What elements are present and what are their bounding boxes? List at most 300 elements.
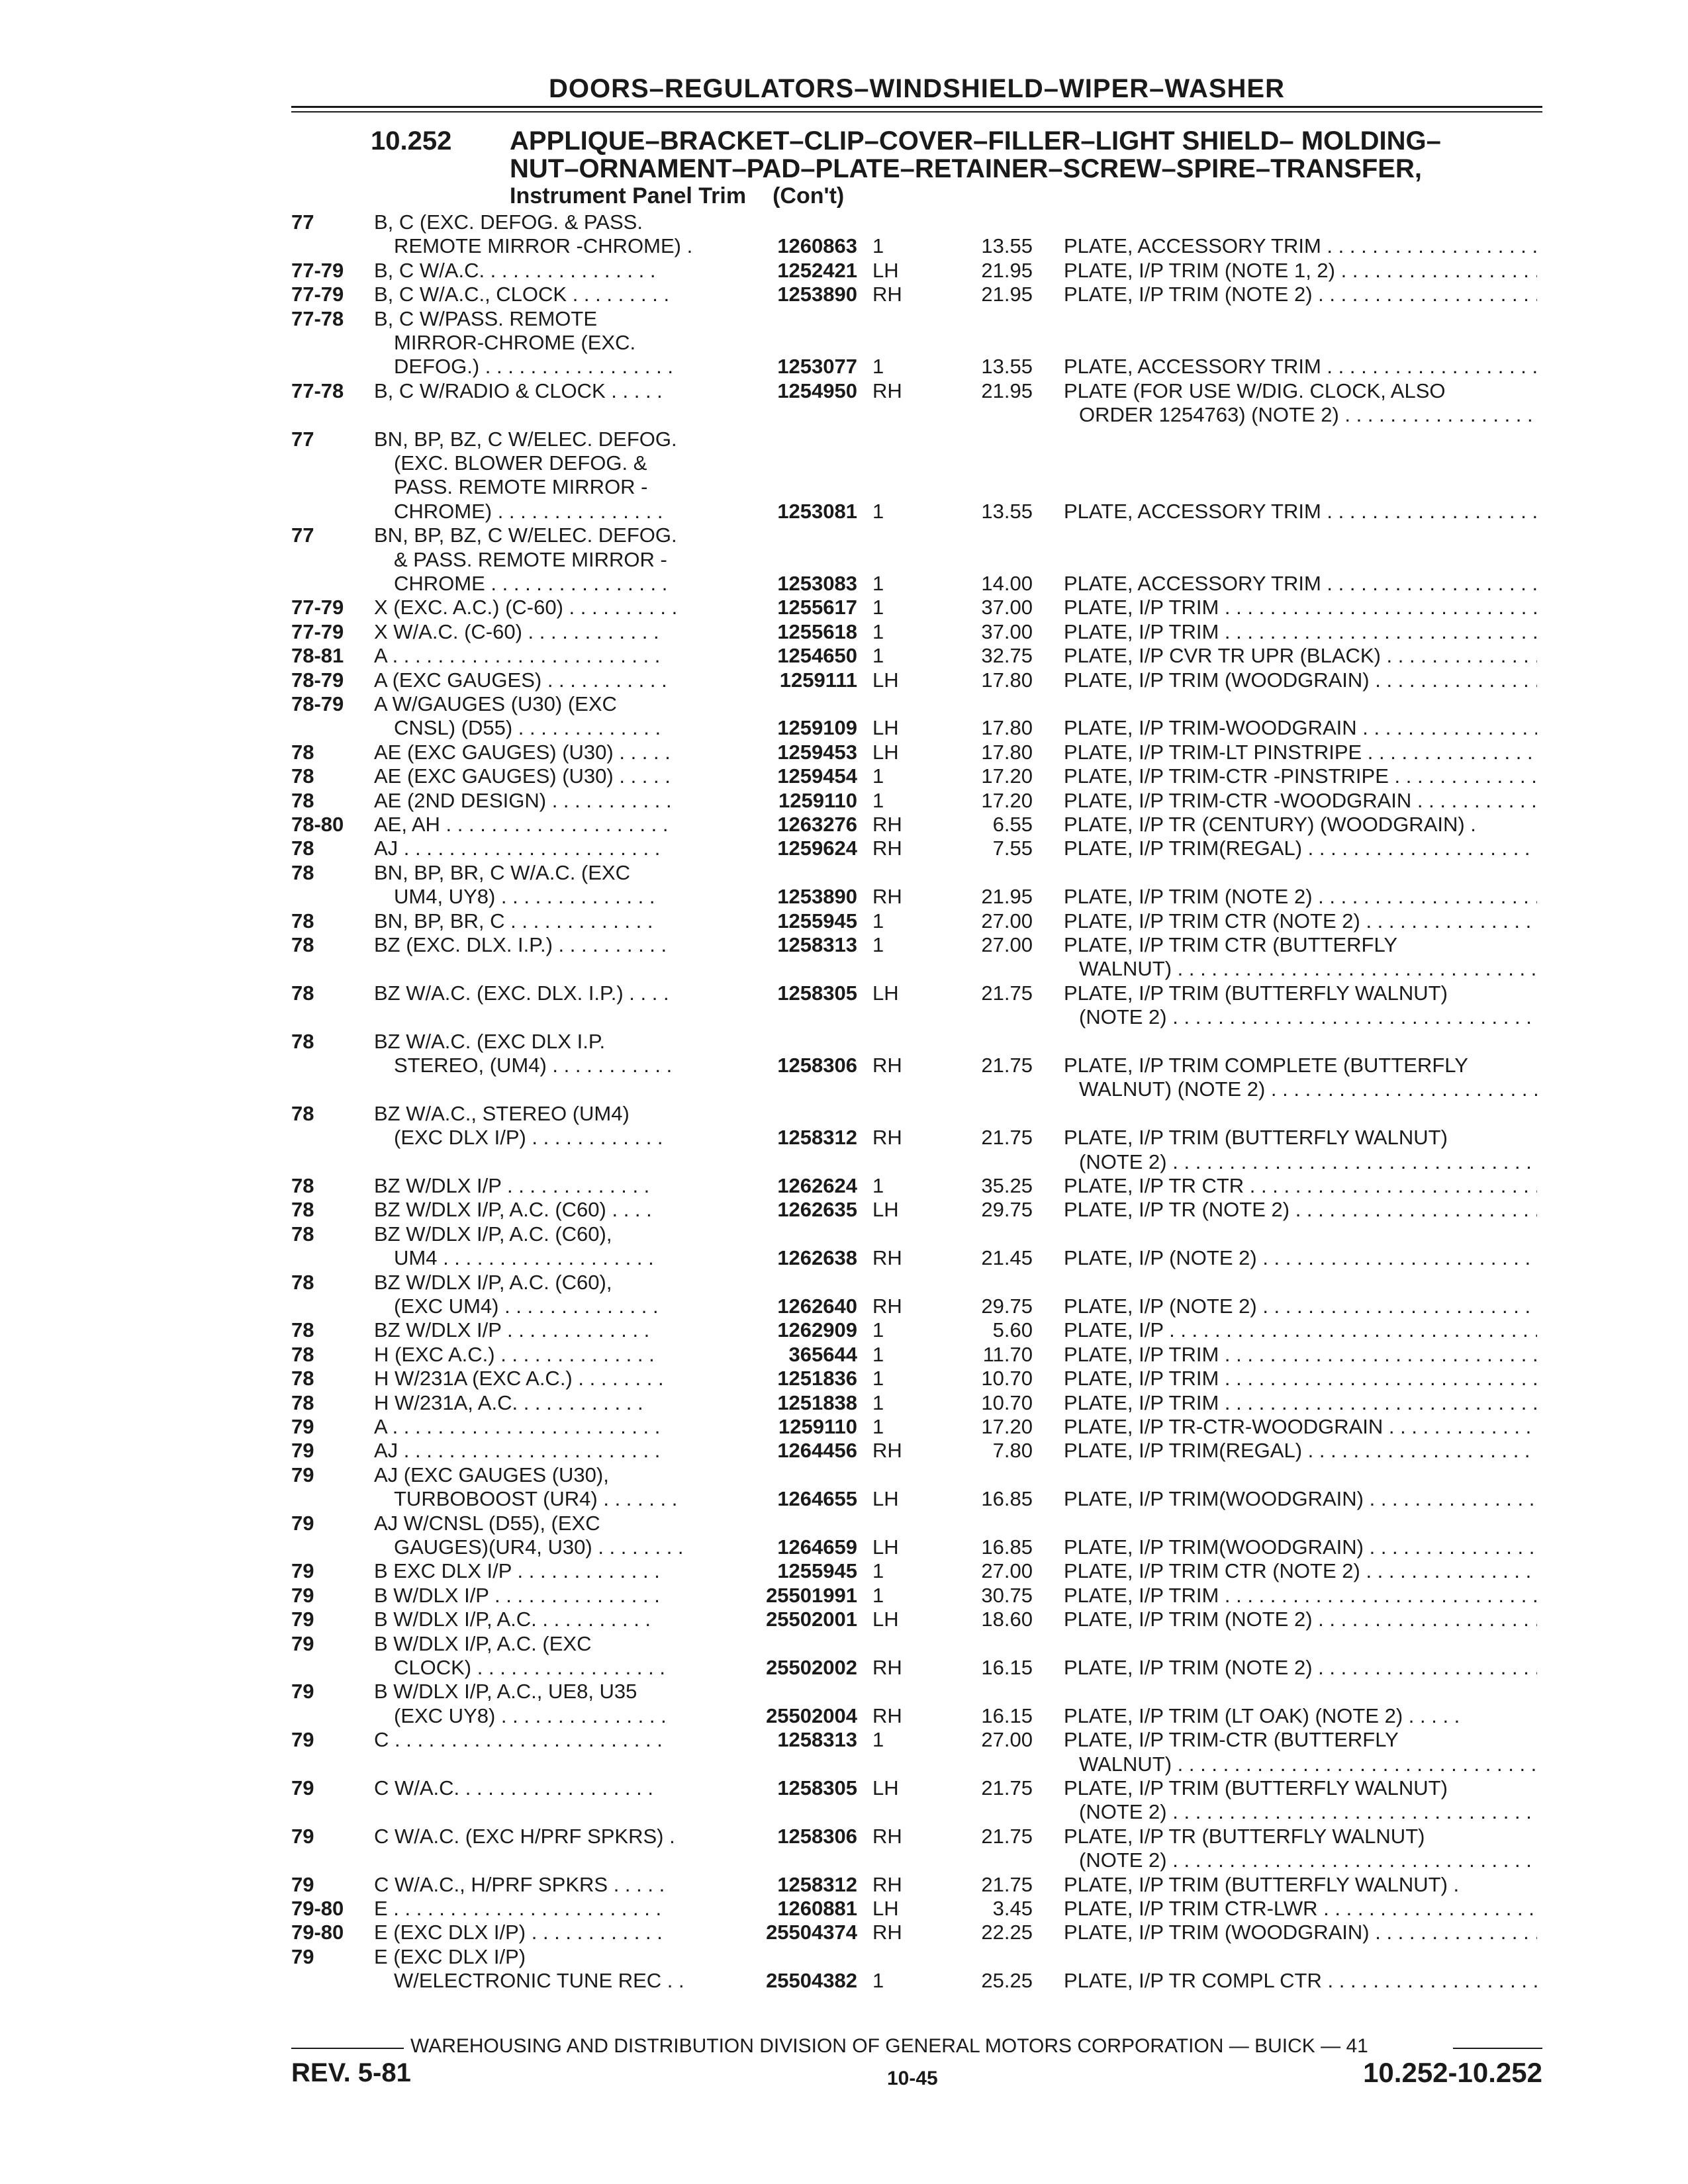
row-quantity: RH [872,1921,902,1944]
row-price: 13.55 [981,234,1033,258]
row-part-number: 1259454 [777,764,857,788]
section-range: 10.252-10.252 [1363,2057,1542,2088]
footer-left-rule [291,2048,404,2049]
section-title-line-2: NUT–ORNAMENT–PAD–PLATE–RETAINER–SCREW–SPIRE–TRANSFER, [510,154,1422,183]
row-part-name: PLATE, I/P TRIM . . . [1064,1584,1537,1608]
table-row [0,1752,1688,1776]
row-year: 77 [291,210,314,234]
row-price: 21.75 [981,981,1033,1005]
row-price: 21.45 [981,1246,1033,1270]
page-header-title: DOORS–REGULATORS–WINDSHIELD–WIPER–WASHER [549,74,1285,103]
table-row [0,355,1688,379]
row-part-name: (NOTE 2) . . . [1079,1150,1537,1174]
row-year: 77-78 [291,306,344,330]
row-year: 79 [291,1631,314,1655]
row-part-name: PLATE, I/P TRIM . . . [1064,1343,1537,1367]
row-price: 5.60 [992,1318,1033,1342]
row-part-name: PLATE, I/P TR (CENTURY) (WOODGRAIN) . [1064,813,1476,836]
row-year: 79 [291,1415,314,1438]
row-year: 79 [291,1944,314,1968]
row-quantity: RH [872,283,902,306]
row-price: 18.60 [981,1608,1033,1631]
row-quantity: RH [872,813,902,836]
row-price: 21.75 [981,1776,1033,1799]
row-quantity: 1 [872,1390,884,1414]
row-quantity: LH [872,716,899,740]
row-price: 21.75 [981,1054,1033,1077]
section-subtitle: Instrument Panel Trim [510,183,747,208]
table-row [0,885,1688,909]
row-quantity: 1 [872,933,884,956]
row-part-name: PLATE, I/P TRIM . . . [1064,620,1537,644]
row-part-number: 1258306 [777,1824,857,1848]
row-price: 6.55 [992,813,1033,836]
table-row [0,234,1688,258]
row-description: E (EXC DLX I/P) [374,1944,526,1968]
row-year: 79 [291,1463,314,1486]
row-price: 10.70 [981,1367,1033,1390]
table-row [0,1921,1688,1944]
row-price: 7.55 [992,837,1033,860]
row-price: 13.55 [981,499,1033,523]
row-quantity: LH [872,1776,899,1799]
table-row [0,716,1688,740]
row-quantity: 1 [872,1583,884,1607]
section-number: 10.252 [371,126,452,156]
row-quantity: RH [872,1054,902,1077]
row-description: AJ (EXC GAUGES (U30), [374,1463,609,1486]
row-description: GAUGES)(UR4, U30) . . . . . . . . [394,1535,684,1559]
row-quantity: RH [872,379,902,402]
row-part-name: WALNUT) (NOTE 2) . . . [1079,1077,1537,1101]
row-description: PASS. REMOTE MIRROR - [394,475,648,499]
row-price: 27.00 [981,1559,1033,1583]
row-description: B, C W/PASS. REMOTE [374,306,598,330]
table-row [0,475,1688,499]
row-year: 78 [291,1318,314,1342]
row-part-number: 1260863 [777,234,857,258]
table-row [0,259,1688,283]
row-year: 77-78 [291,379,344,402]
row-description: B, C W/A.C. . . . . . . . . . . . . . . . [374,258,656,282]
table-row [0,1415,1688,1439]
row-description: H (EXC A.C.) . . . . . . . . . . . . . . [374,1342,655,1366]
row-part-number: 1253890 [777,283,857,306]
row-description: BZ W/DLX I/P, A.C. (C60) . . . . [374,1198,652,1222]
row-part-number: 1255945 [777,1559,857,1583]
row-quantity: 1 [872,1415,884,1438]
row-quantity: LH [872,1535,899,1559]
row-description: UM4, UY8) . . . . . . . . . . . . . . [394,885,655,909]
table-row [0,500,1688,523]
row-year: 78 [291,1101,314,1125]
row-year: 79-80 [291,1897,344,1920]
row-description: B W/DLX I/P . . . . . . . . . . . . . . . [374,1583,660,1607]
row-description: B W/DLX I/P, A.C., UE8, U35 [374,1680,637,1704]
row-part-name: PLATE, I/P TR COMPL CTR . . . [1064,1969,1537,1993]
row-year: 79 [291,1439,314,1463]
table-row [0,1005,1688,1029]
row-description: BZ W/DLX I/P . . . . . . . . . . . . . [374,1174,650,1197]
table-row [0,596,1688,619]
row-part-name: PLATE, I/P TRIM . . . [1064,1367,1537,1390]
row-year: 78 [291,1222,314,1246]
table-row [0,1367,1688,1390]
row-part-number: 1255617 [777,596,857,619]
row-part-name: (NOTE 2) . . . [1079,1005,1537,1029]
row-part-number: 1253077 [777,355,857,379]
table-row [0,861,1688,885]
revision-label: REV. 5-81 [291,2058,411,2087]
row-description: B EXC DLX I/P . . . . . . . . . . . . . [374,1559,660,1583]
row-description: H W/231A (EXC A.C.) . . . . . . . . [374,1367,664,1390]
table-row [0,307,1688,331]
row-description: AE (EXC GAUGES) (U30) . . . . . [374,740,671,764]
row-part-name: PLATE, I/P TRIM (WOODGRAIN) . . . [1064,1921,1537,1944]
table-row [0,1054,1688,1077]
row-price: 7.80 [992,1439,1033,1463]
row-price: 21.95 [981,258,1033,282]
section-heading [371,127,1549,209]
row-description: CHROME) . . . . . . . . . . . . . . . [394,499,663,523]
row-part-name: PLATE, I/P TRIM-LT PINSTRIPE . . . [1064,741,1537,764]
row-year: 78 [291,1198,314,1222]
row-price: 11.70 [982,1342,1033,1366]
row-description: C W/A.C. (EXC H/PRF SPKRS) . [374,1824,675,1848]
table-row [0,1969,1688,1993]
row-price: 25.25 [981,1969,1033,1993]
row-price: 21.75 [981,1872,1033,1896]
row-description: A . . . . . . . . . . . . . . . . . . . . . . . . [374,1415,661,1438]
row-part-name: PLATE, I/P TRIM(WOODGRAIN) . . . [1064,1535,1537,1559]
row-part-name: PLATE, I/P TRIM (NOTE 2) . . . [1064,885,1537,909]
row-description: DEFOG.) . . . . . . . . . . . . . . . . . [394,355,673,379]
table-row [0,1271,1688,1295]
table-row [0,1030,1688,1054]
row-quantity: RH [872,1824,902,1848]
table-row [0,668,1688,692]
row-description: X (EXC. A.C.) (C-60) . . . . . . . . . . [374,596,678,619]
row-quantity: 1 [872,1728,884,1752]
row-part-name: PLATE, I/P TRIM (NOTE 2) . . . [1064,1656,1537,1680]
row-price: 14.00 [981,572,1033,595]
row-quantity: RH [872,1295,902,1318]
table-row [0,1825,1688,1848]
section-subtitle-line [371,183,1549,209]
table-row [0,1174,1688,1198]
row-quantity: 1 [872,234,884,258]
table-row [0,1198,1688,1222]
row-part-number: 1264655 [777,1487,857,1511]
row-quantity: RH [872,1872,902,1896]
row-price: 16.85 [981,1535,1033,1559]
row-description: A W/GAUGES (U30) (EXC [374,692,617,715]
row-part-name: PLATE, I/P . . . [1064,1318,1537,1342]
row-year: 77-79 [291,258,344,282]
table-row [0,451,1688,475]
table-row [0,1512,1688,1535]
row-part-number: 1258305 [777,1776,857,1799]
table-row [0,1463,1688,1487]
row-price: 21.75 [981,1824,1033,1848]
table-row [0,813,1688,837]
row-part-name: PLATE, I/P TR (NOTE 2) . . . [1064,1198,1537,1222]
row-description: BN, BP, BR, C W/A.C. (EXC [374,860,631,884]
row-description: BZ (EXC. DLX. I.P.) . . . . . . . . . . [374,933,667,956]
row-description: E (EXC DLX I/P) . . . . . . . . . . . . [374,1921,663,1944]
row-year: 78-80 [291,813,344,836]
row-description: A . . . . . . . . . . . . . . . . . . . . . . . . [374,644,661,668]
row-year: 78 [291,981,314,1005]
row-part-number: 1252421 [777,258,857,282]
row-part-name: PLATE, I/P TRIM-CTR -PINSTRIPE . . . [1064,764,1537,788]
row-quantity: LH [872,1487,899,1511]
table-row [0,1246,1688,1270]
row-description: B, C (EXC. DEFOG. & PASS. [374,210,643,234]
header-rule [291,106,1542,113]
row-description: MIRROR-CHROME (EXC. [394,331,636,354]
row-quantity: RH [872,1439,902,1463]
row-quantity: RH [872,1126,902,1150]
table-row [0,523,1688,547]
row-part-number: 1253890 [777,885,857,909]
row-part-name: PLATE, I/P TRIM(REGAL) . . . [1064,837,1537,860]
row-quantity: 1 [872,1367,884,1390]
table-row [0,1704,1688,1728]
row-year: 78-81 [291,644,344,668]
row-part-number: 1258313 [777,933,857,956]
row-description: E . . . . . . . . . . . . . . . . . . . . . . . . [374,1897,662,1920]
row-price: 3.45 [992,1897,1033,1920]
row-description: (EXC DLX I/P) . . . . . . . . . . . . [394,1126,663,1150]
row-price: 17.20 [981,788,1033,812]
row-part-number: 1258306 [777,1054,857,1077]
table-row [0,1077,1688,1101]
row-quantity: LH [872,1198,899,1222]
row-description: (EXC. BLOWER DEFOG. & [394,451,647,475]
row-price: 37.00 [981,596,1033,619]
row-quantity: 1 [872,1342,884,1366]
row-part-number: 1264659 [777,1535,857,1559]
row-description: CHROME . . . . . . . . . . . . . . . . [394,572,668,595]
row-part-name: WALNUT) . . . [1079,1752,1537,1776]
table-row [0,1800,1688,1824]
table-row [0,1848,1688,1872]
row-year: 79 [291,1608,314,1631]
row-part-number: 1259110 [778,1415,857,1438]
table-row [0,909,1688,933]
table-row [0,933,1688,957]
table-row [0,1102,1688,1126]
row-part-number: 365644 [788,1342,857,1366]
table-row [0,692,1688,716]
row-part-name: PLATE, I/P TRIM CTR (NOTE 2) . . . [1064,1559,1537,1583]
row-part-name: PLATE, I/P TRIM(REGAL) . . . [1064,1439,1537,1463]
row-quantity: 1 [872,1969,884,1993]
row-year: 79 [291,1680,314,1704]
row-price: 27.00 [981,1728,1033,1752]
row-quantity: 1 [872,644,884,668]
table-row [0,764,1688,788]
row-description: BN, BP, BZ, C W/ELEC. DEFOG. [374,523,677,547]
table-row [0,789,1688,813]
row-part-name: PLATE, I/P TRIM (WOODGRAIN) . . . [1064,668,1537,692]
row-price: 17.20 [981,1415,1033,1438]
table-row [0,1222,1688,1246]
row-quantity: 1 [872,619,884,643]
row-description: AJ . . . . . . . . . . . . . . . . . . . . . . . [374,837,661,860]
row-part-number: 1254650 [777,644,857,668]
table-row [0,1945,1688,1969]
row-part-name: PLATE, I/P TRIM (NOTE 2) . . . [1064,1608,1537,1631]
row-year: 79 [291,1728,314,1752]
table-row [0,1439,1688,1463]
section-title-line-1 [371,127,1549,155]
row-year: 78-79 [291,692,344,715]
row-part-number: 1262638 [777,1246,857,1270]
row-description: B W/DLX I/P, A.C. (EXC [374,1631,592,1655]
table-row [0,428,1688,451]
row-price: 29.75 [981,1198,1033,1222]
row-part-number: 1259110 [778,788,857,812]
row-part-name: PLATE, ACCESSORY TRIM . . . [1064,572,1537,596]
row-part-name: PLATE, ACCESSORY TRIM . . . [1064,234,1537,258]
table-row [0,644,1688,668]
table-row [0,957,1688,981]
row-part-name: PLATE, I/P TRIM (LT OAK) (NOTE 2) . . . . . [1064,1704,1460,1727]
row-description: BN, BP, BZ, C W/ELEC. DEFOG. [374,427,677,451]
row-price: 17.80 [981,716,1033,740]
row-part-number: 25504374 [766,1921,857,1944]
row-description: AJ W/CNSL (D55), (EXC [374,1511,600,1535]
table-row [0,837,1688,860]
row-price: 35.25 [981,1174,1033,1197]
row-part-name: PLATE, I/P TRIM CTR (BUTTERFLY [1064,933,1398,956]
row-price: 27.00 [981,909,1033,933]
table-row [0,1535,1688,1559]
page-number: 10-45 [887,2068,938,2089]
row-price: 37.00 [981,619,1033,643]
row-part-number: 1259624 [777,837,857,860]
row-year: 79 [291,1559,314,1583]
row-year: 77-79 [291,596,344,619]
table-row [0,1656,1688,1680]
row-description: AJ . . . . . . . . . . . . . . . . . . . . . . . [374,1439,661,1463]
row-part-name: PLATE, I/P TRIM-CTR -WOODGRAIN . . . [1064,789,1537,813]
row-part-number: 1258305 [777,981,857,1005]
row-quantity: RH [872,885,902,909]
row-part-name: (NOTE 2) . . . [1079,1848,1537,1872]
row-part-number: 1253081 [777,499,857,523]
row-description: & PASS. REMOTE MIRROR - [394,547,667,571]
row-description: C . . . . . . . . . . . . . . . . . . . . . . . . [374,1728,663,1752]
row-part-name: PLATE, ACCESSORY TRIM . . . [1064,500,1537,523]
table-row [0,403,1688,427]
row-price: 32.75 [981,644,1033,668]
row-description: REMOTE MIRROR -CHROME) . [394,234,693,258]
row-quantity: 1 [872,1559,884,1583]
table-row [0,1295,1688,1318]
row-description: BZ W/DLX I/P . . . . . . . . . . . . . [374,1318,650,1342]
row-part-number: 25502001 [766,1608,857,1631]
row-part-name: PLATE, I/P TRIM (BUTTERFLY WALNUT) [1064,1126,1448,1150]
row-quantity: 1 [872,499,884,523]
row-description: BZ W/A.C. (EXC. DLX. I.P.) . . . . [374,981,669,1005]
row-part-number: 1255945 [777,909,857,933]
row-description: A (EXC GAUGES) . . . . . . . . . . . [374,668,667,692]
table-row [0,1873,1688,1897]
row-year: 79 [291,1511,314,1535]
row-part-number: 25502002 [766,1656,857,1679]
row-quantity: LH [872,668,899,692]
row-part-name: PLATE, I/P TR-CTR-WOODGRAIN . . . [1064,1415,1537,1439]
row-description: AE (2ND DESIGN) . . . . . . . . . . . [374,788,672,812]
table-row [0,1559,1688,1583]
table-row [0,1318,1688,1342]
row-part-number: 1262635 [777,1198,857,1222]
row-year: 78 [291,1367,314,1390]
row-quantity: 1 [872,1174,884,1197]
row-price: 27.00 [981,933,1033,956]
table-row [0,1126,1688,1150]
row-year: 79 [291,1872,314,1896]
row-part-name: PLATE, I/P TRIM (BUTTERFLY WALNUT) [1064,981,1448,1005]
row-part-name: PLATE, I/P TRIM CTR (NOTE 2) . . . [1064,909,1537,933]
row-part-name: PLATE, I/P TRIM . . . [1064,596,1537,619]
row-year: 79 [291,1824,314,1848]
table-row [0,981,1688,1005]
row-price: 17.80 [981,740,1033,764]
row-part-name: PLATE, I/P TRIM (NOTE 2) . . . [1064,283,1537,306]
row-description: BZ W/A.C., STEREO (UM4) [374,1101,630,1125]
row-year: 79 [291,1583,314,1607]
table-row [0,741,1688,764]
row-part-name: PLATE, I/P TRIM-WOODGRAIN . . . [1064,716,1537,740]
row-description: B, C W/RADIO & CLOCK . . . . . [374,379,663,402]
table-row [0,572,1688,596]
row-description: BZ W/A.C. (EXC DLX I.P. [374,1029,606,1053]
table-row [0,331,1688,355]
row-part-name: ORDER 1254763) (NOTE 2) . . . [1079,403,1537,427]
table-row [0,1680,1688,1704]
row-year: 78 [291,1174,314,1197]
row-price: 17.80 [981,668,1033,692]
row-price: 16.15 [981,1704,1033,1727]
row-quantity: 1 [872,596,884,619]
row-year: 79 [291,1776,314,1799]
table-row [0,620,1688,644]
row-quantity: RH [872,1704,902,1727]
table-row [0,1728,1688,1752]
row-description: AE, AH . . . . . . . . . . . . . . . . . . . . [374,813,669,836]
row-description: UM4 . . . . . . . . . . . . . . . . . . . [394,1246,654,1270]
row-description: CLOCK) . . . . . . . . . . . . . . . . . [394,1656,665,1679]
row-part-number: 1251838 [777,1390,857,1414]
table-row [0,210,1688,234]
row-part-name: PLATE, I/P TR CTR . . . [1064,1174,1537,1198]
row-part-name: PLATE, I/P TRIM-CTR (BUTTERFLY [1064,1728,1399,1752]
row-description: B, C W/A.C., CLOCK . . . . . . . . . [374,283,670,306]
row-part-number: 1255618 [777,619,857,643]
row-part-number: 1253083 [777,572,857,595]
row-part-name: PLATE, I/P CVR TR UPR (BLACK) . . . [1064,644,1537,668]
row-part-name: PLATE, I/P TRIM COMPLETE (BUTTERFLY [1064,1054,1468,1077]
row-price: 21.75 [981,1126,1033,1150]
row-quantity: 1 [872,355,884,379]
row-quantity: 1 [872,764,884,788]
row-quantity: LH [872,1897,899,1920]
row-description: H W/231A, A.C. . . . . . . . . . . . [374,1390,643,1414]
